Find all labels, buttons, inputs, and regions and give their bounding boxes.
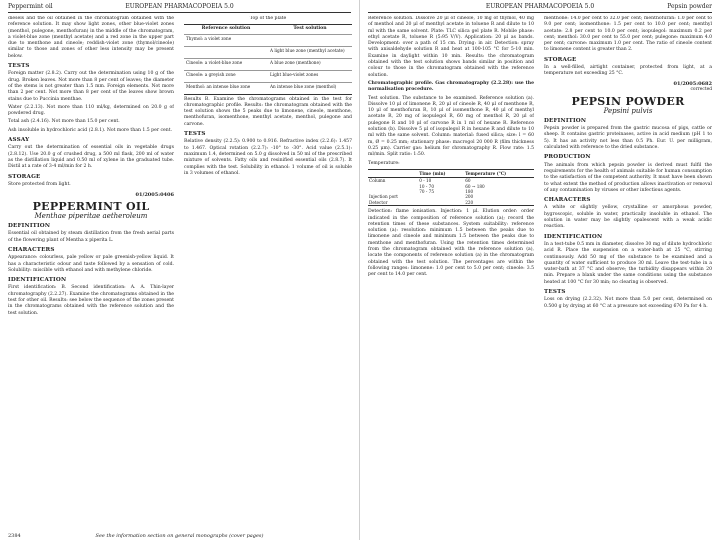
tlc-row: Cineole: a violet-blue zone A blue zone (menthone) — [184, 58, 352, 70]
gc-text: Test solution. The substance to be examined. Reference solution (a). Dissolve 10 μl of limonene R, 20 μl of cineole R, 40 μl of menthone R, 10 μl of menthofuran R, 10 μl of isomenthone R, 40 μl of menthyl acetate R, 20 mg of isopulegol R, 60 mg of menthol R, 20 μl of pulegone R and 10 μl of carvone R in 1 ml of hexane R. Reference solution (b). Dissolve 5 μl of isopulegol R in hexane R and dilute to 10 ml with the same solvent. Column: material: fused silica; size: l = 60 m, Ø = 0.25 mm; stationary phase: macrogol 20 000 R (film thickness 0.25 μm). Carrier gas: helium for chromatography R. Flow rate: 1.5 ml/min. Split ratio: 1:50. — [368, 95, 534, 158]
acid-ash-text: Ash insoluble in hydrochloric acid (2.8.1). Not more than 1.5 per cent. — [8, 127, 173, 133]
right-page — [360, 0, 720, 540]
monograph-title: PEPPERMINT OIL — [32, 200, 150, 214]
right-column-2 — [544, 16, 712, 536]
tlc-row: A light blue zone (menthyl acetate) — [184, 46, 352, 58]
assay-text: Carry out the determination of essential oils in vegetable drugs (2.8.12). Use 20.0 g of crushed drug, a 500 ml flask, 200 ml of water as the distillation liquid and 0.50 ml of xylene in the graduated tube. Distil at a rate of 3-4 ml/min for 2 h. — [8, 145, 174, 170]
running-head-title: Peppermint oil — [8, 3, 53, 10]
tests-heading: TESTS — [544, 288, 566, 295]
characters-text: Appearance: colourless, pale yellow or pale greenish-yellow liquid. It has a characteristic odour and taste followed by a sensation of cold. Solubility: miscible with ethanol and with methylene chloride. — [8, 255, 174, 273]
composition-ranges-text: menthone: 14.0 per cent to 32.0 per cent; menthofuran: 1.0 per cent to 9.0 per cent; isomenthone: 1.5 per cent to 10.0 per cent; menthyl acetate: 2.8 per cent to 10.0 per cent; isopulegol: maximum 0.2 per cent; menthol: 30.0 per cent to 55.0 per cent; pulegone: maximum 4.0 per cent; carvone: maximum 1.0 per cent. The ratio of cineole content to limonene content is greater than 2. — [544, 16, 712, 53]
storage-text: In a well-filled, airtight container, protected from light, at a temperature not exceeding 25 °C. — [544, 65, 712, 77]
identification-text: First identification: B. Second identification: A. A. Thin-layer chromatography (2.2.27). Examine the chromatograms obtained in the test for other oil. Results: see below the sequence of the zones present in the chromatograms obtained with the reference solution and the test solution. — [8, 285, 174, 316]
gc-results-text: Detection: flame ionisation. Injection: 1 μl. Elution order: order indicated in the composition of reference solution (a); record the retention times of these substances. System suitability: reference solution (a): resolution: minimum 1.5 between the peaks due to limonene and cineole and minimum 1.5 between the peaks due to menthone and menthofuran. Using the retention times determined from the chromatogram obtained with the reference solution (a), locate the components of reference solution (a) in the chromatogram obtained with the test solution. The percentages are within the following ranges: limonene: 1.0 per cent to 5.0 per cent; cineole: 3.5 per cent to 14.0 per cent. — [368, 209, 534, 278]
storage-heading: STORAGE — [544, 56, 577, 63]
identification-heading: IDENTIFICATION — [8, 277, 67, 284]
running-head-pharmacopoeia: EUROPEAN PHARMACOPOEIA 5.0 — [125, 3, 234, 10]
identification-continuation: diesels and the oil obtained in the chromatogram obtained with the reference solution. It may show light zones, other blue-violet zones (menthol, pulegone, menthofuran) in the middle of the chromatogram, a violet-blue zone (menthyl acetate) and a red zone in the upper part due to menthone and cineole; reddish-violet zone (thymol/cineole) similar to those and zones of other less intensity may be present below. — [8, 16, 174, 59]
results-b-text: Results B. Examine the chromatograms obtained in the test for chromatographic profile. Results: the chromatogram obtained with the test solution shows the 5 peaks due to limonene, cineole, menthone, menthofuran, isomenthone, menthyl acetate, menthol, pulegone and carvone. — [184, 96, 352, 127]
characters-heading: CHARACTERS — [8, 246, 55, 253]
identification-text: In a test-tube 0.5 mm in diameter, dissolve 30 mg of dilute hydrochloric acid R. Place the suspension on a water-bath at 25 °C, stirring continuously. Add 50 mg of the substance to be examined and a quantity of water sufficient to produce 30 ml. Leave the test-tube in a water-bath at 37 °C and observe; the turbidity disappears within 20 min. Prepare a blank under the same conditions using the substance heated at 100 °C for 30 min; no clearing is observed. — [544, 241, 712, 285]
reference-solution-text: Reference solution. Dissolve 20 μl of cineole, 10 mg of thymol, 40 mg of menthol and 20 μl of menthyl acetate in toluene R and dilute to 10 ml with the same solvent. Plate: TLC silica gel plate R. Mobile phase: ethyl acetate R, toluene R (5:95 V/V). Application: 20 μl as bands. Development: over a path of 15 cm. Drying: in air. Detection: spray with anisaldehyde solution R and heat at 100-105 °C for 5-10 min. Examine in daylight within 10 min. Results: the chromatogram obtained with the test solution shows bands similar in position and colour to those in the chromatogram obtained with the reference solution. — [368, 16, 534, 78]
tlc-row: Thymol: a violet zone — [184, 34, 352, 46]
footer-note: See the information section on general monographs (cover pages) — [95, 533, 264, 539]
running-head-right — [368, 2, 712, 13]
assay-heading: ASSAY — [8, 137, 30, 144]
tlc-table — [184, 24, 352, 94]
tests-text: Foreign matter (2.8.2). Carry out the determination using 10 g of the drug. Broken leaves. Not more than 8 per cent of leaves; the diameter of the stems is not greater than 1.5 mm. Foreign elements. Not more than 2 per cent. Not more than 8 per cent of the leaves show brown stains due to Puccinia menthae. — [8, 71, 174, 102]
table-row: 70 - 75 180 — [419, 189, 474, 195]
monograph-number: 01/2005:0682 — [673, 80, 712, 87]
table-row: Injection port 200 — [369, 194, 474, 200]
left-column-1 — [8, 16, 174, 526]
gc-heading: Chromatographic profile. Gas chromatography (2.2.28): use the normalisation procedure. — [368, 80, 534, 93]
left-column-2 — [184, 16, 352, 526]
tests2-heading: TESTS — [184, 131, 206, 138]
production-heading: PRODUCTION — [544, 154, 591, 161]
running-head-pharmacopoeia: EUROPEAN PHARMACOPOEIA 5.0 — [485, 3, 595, 10]
page-number-left: 2384 — [8, 533, 21, 539]
running-head-title: Pepsin powder — [667, 3, 712, 10]
right-column-1 — [368, 16, 534, 536]
storage-text: Store protected from light. — [8, 181, 71, 187]
definition-heading: DEFINITION — [544, 117, 587, 124]
table-row: Column 0 - 10 60 — [369, 178, 471, 184]
tlc-table-header — [184, 25, 352, 33]
tests-heading: TESTS — [8, 63, 30, 70]
monograph-number: 01/2005:0406 — [135, 192, 174, 199]
production-text: The animals from which pepsin powder is derived must fulfil the requirements for the health of animals suitable for human consumption to the satisfaction of the competent authority. It must have been shown to what extent the method of production allows inactivation or removal of any contamination by viruses or other infectious agents. — [544, 162, 712, 193]
storage-heading: STORAGE — [8, 173, 41, 180]
definition-text: Pepsin powder is prepared from the gastric mucosa of pigs, cattle or sheep. It contains gastric proteinases, active in acid medium (pH 1 to 5). It has an activity not less than 0.5 Ph. Eur. U. per milligram, calculated with reference to the dried substance. — [544, 126, 712, 151]
definition-text: Essential oil obtained by steam distillation from the fresh aerial parts of the flowering plant of Mentha x piperita L. — [8, 231, 174, 243]
definition-heading: DEFINITION — [8, 223, 51, 230]
tlc-top-label: Top of the plate — [249, 16, 287, 21]
water-text: Water (2.2.13). Not more than 110 ml/kg, determined on 20.0 g of powdered drug. — [8, 104, 174, 117]
total-ash-text: Total ash (2.4.16). Not more than 15.0 per cent. — [8, 119, 120, 125]
tlc-col-reference: Reference solution — [201, 26, 251, 32]
table-row: 10 - 70 60 → 180 — [419, 183, 485, 189]
tlc-row: Cineole: a greyish zone Light blue-violet zones — [184, 70, 352, 82]
tests2-text: Relative density (2.2.5): 0.900 to 0.916. Refractive index (2.2.6): 1.457 to 1.467. Optical rotation (2.2.7): -10° to -30°. Acid value (2.5.1): maximum 1.4, determined on 5.0 g dissolved in 50 ml of the prescribed mixture of solvents. Fatty oils and resinified essential oils (2.8.7). It complies with the test. Solubility in ethanol: 1 volume of oil is soluble in 3 volumes of ethanol. — [184, 139, 352, 176]
monograph-latin-title: Pepsini pulvis — [603, 106, 653, 115]
characters-text: A white or slightly yellow, crystalline or amorphous powder, hygroscopic, soluble in water, practically insoluble in ethanol. The solution in water may be slightly opalescent with a weak acidic reaction. — [544, 205, 712, 230]
tlc-row: Menthol: an intense blue zone An intense blue zone (menthol) — [184, 82, 352, 94]
identification-heading: IDENTIFICATION — [544, 233, 603, 240]
characters-heading: CHARACTERS — [544, 197, 591, 204]
monograph-title: PEPSIN POWDER — [571, 95, 685, 109]
running-head-left — [8, 2, 351, 13]
table-row: Detector 220 — [368, 200, 534, 206]
monograph-note: corrected — [690, 86, 712, 92]
monograph-latin-title: Menthae piperitae aetheroleum — [34, 211, 148, 220]
temperature-heading: Temperature: — [368, 160, 400, 166]
tlc-col-test: Test solution — [293, 26, 327, 32]
temperature-table: Time (min) Temperature (°C) Column 0 - 10 60 10 - 70 60 → 180 70 - 75 180 Injection port 200 Detector 220 — [368, 169, 534, 206]
tests-text: Loss on drying (2.2.32). Not more than 5.0 per cent, determined on 0.500 g by drying at 60 °C at a pressure not exceeding 670 Pa for 4 h. — [544, 297, 712, 309]
